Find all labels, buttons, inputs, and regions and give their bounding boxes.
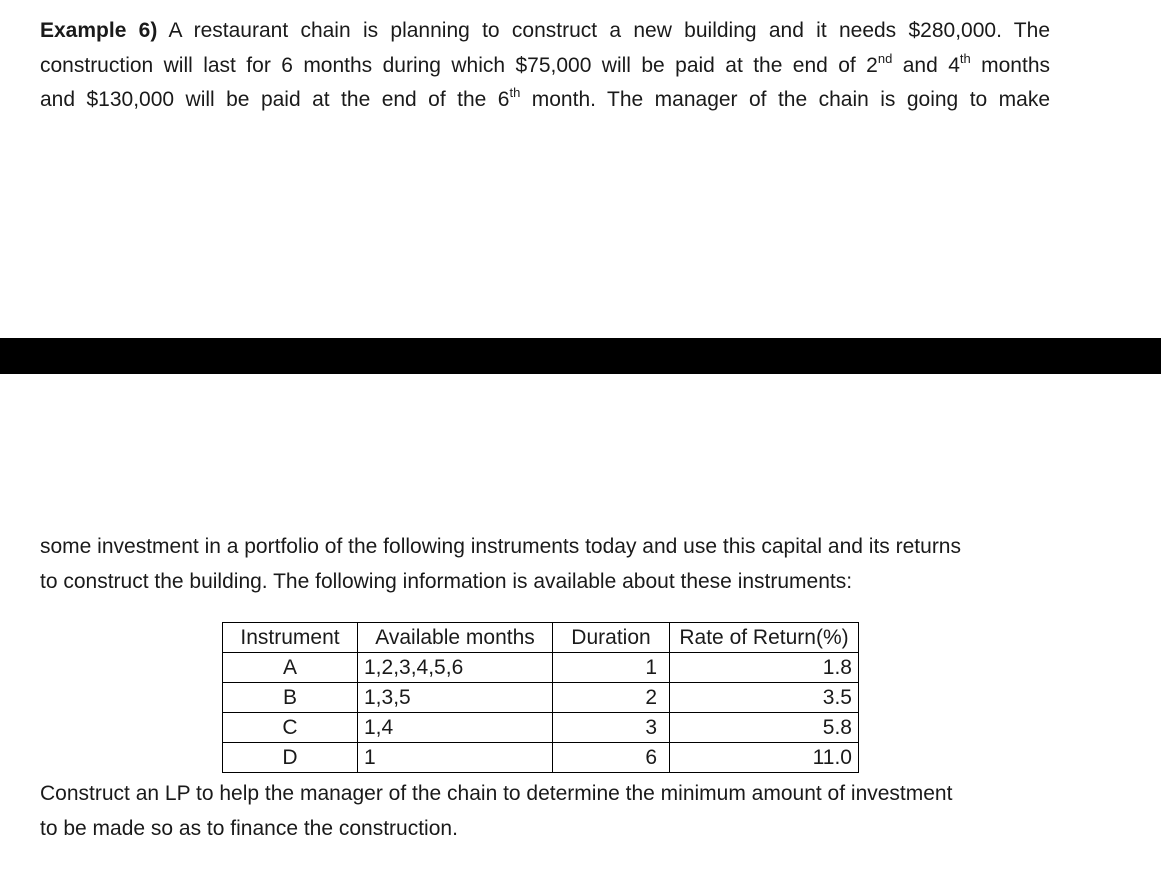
cell-duration: 3 xyxy=(553,713,670,743)
cell-instrument: D xyxy=(223,743,358,773)
cell-duration: 2 xyxy=(553,683,670,713)
cell-instrument: A xyxy=(223,653,358,683)
cell-rate: 3.5 xyxy=(670,683,859,713)
cell-duration: 6 xyxy=(553,743,670,773)
intro-line-1: Example 6) A restaurant chain is planning to construct a new building and it needs $280,000. The xyxy=(40,19,1050,42)
example-label: Example 6) xyxy=(40,19,158,42)
table-header-row xyxy=(223,623,859,653)
cell-rate: 11.0 xyxy=(670,743,859,773)
table-row xyxy=(223,713,859,743)
intro-line-2: construction will last for 6 months during which $75,000 will be paid at the end of 2nd and 4th months xyxy=(40,50,1050,77)
header-available-months: Available months xyxy=(358,623,553,653)
table-row xyxy=(223,683,859,713)
intro-line-3: and $130,000 will be paid at the end of the 6th month. The manager of the chain is going to make xyxy=(40,85,1051,111)
problem-intro xyxy=(40,14,1050,118)
cell-rate: 5.8 xyxy=(670,713,859,743)
cell-instrument: B xyxy=(223,683,358,713)
instruments-table xyxy=(222,622,859,773)
table-row xyxy=(223,653,859,683)
continuation-line-1: some investment in a portfolio of the following instruments today and use this capital and its returns xyxy=(40,535,961,558)
page-break-band xyxy=(0,338,1161,374)
problem-continuation xyxy=(40,530,1050,599)
header-rate-of-return: Rate of Return(%) xyxy=(670,623,859,653)
cell-available-months: 1,4 xyxy=(358,713,553,743)
header-instrument: Instrument xyxy=(223,623,358,653)
cell-rate: 1.8 xyxy=(670,653,859,683)
continuation-line-2: to construct the building. The following information is available about these instruments: xyxy=(40,569,853,593)
cell-available-months: 1,2,3,4,5,6 xyxy=(358,653,553,683)
cell-available-months: 1,3,5 xyxy=(358,683,553,713)
problem-closing xyxy=(40,777,1050,846)
cell-instrument: C xyxy=(223,713,358,743)
closing-line-1: Construct an LP to help the manager of the chain to determine the minimum amount of investment xyxy=(40,782,953,805)
cell-duration: 1 xyxy=(553,653,670,683)
cell-available-months: 1 xyxy=(358,743,553,773)
table-row xyxy=(223,743,859,773)
header-duration: Duration xyxy=(553,623,670,653)
closing-line-2: to be made so as to finance the construction. xyxy=(40,816,458,840)
